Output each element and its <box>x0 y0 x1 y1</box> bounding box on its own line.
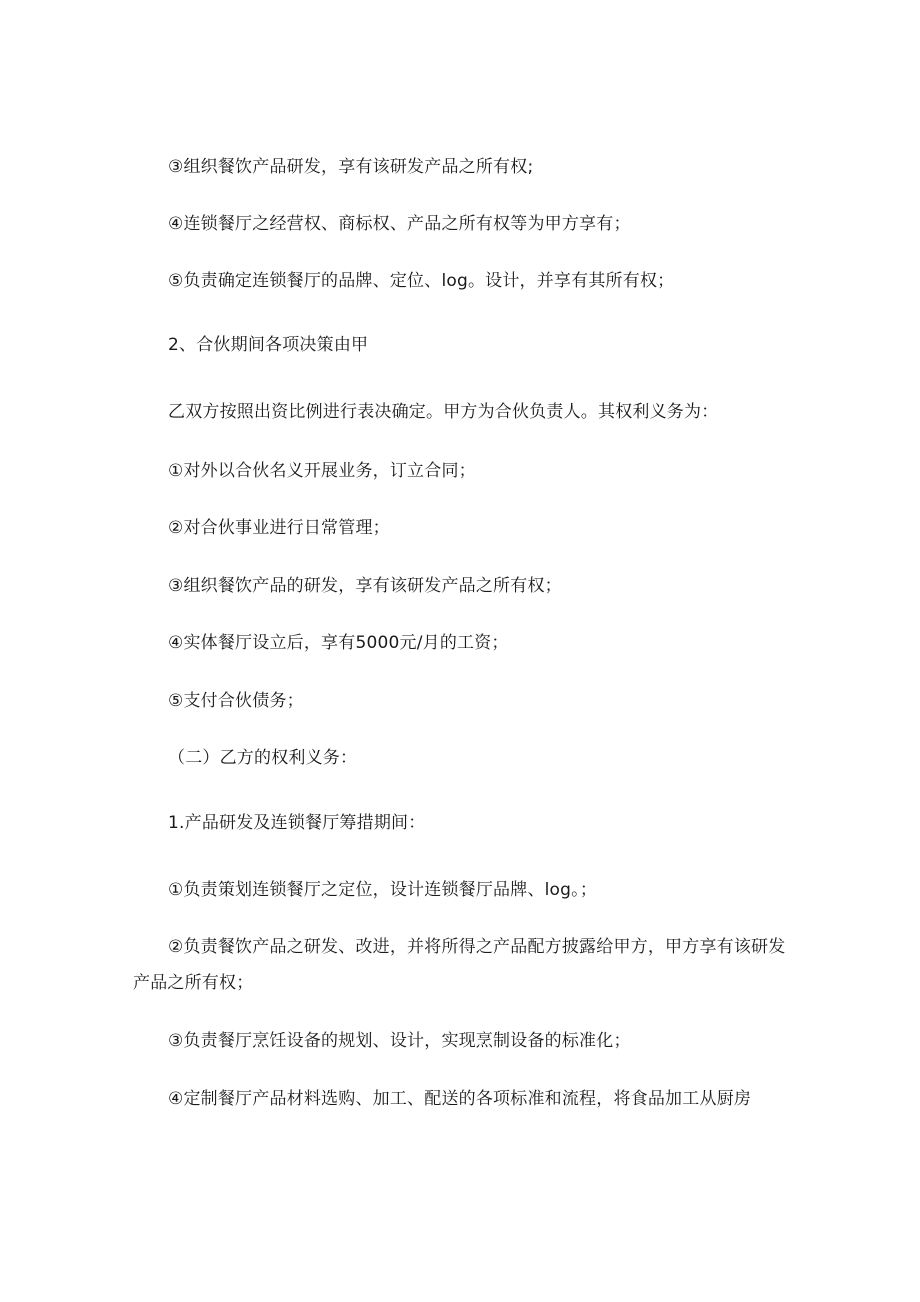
paragraph-7: ②对合伙事业进行日常管理； <box>168 518 390 538</box>
paragraph-9: ④实体餐厅设立后，享有5000元/月的工资； <box>168 633 509 653</box>
paragraph-16: ④定制餐厅产品材料选购、加工、配送的各项标准和流程，将食品加工从厨房 <box>168 1089 752 1109</box>
paragraph-2: ④连锁餐厅之经营权、商标权、产品之所有权等为甲方享有； <box>168 214 631 234</box>
paragraph-6: ①对外以合伙名义开展业务，订立合同； <box>168 461 476 481</box>
paragraph-4: 2、合伙期间各项决策由甲 <box>168 335 369 355</box>
paragraph-13: ①负责策划连锁餐厅之定位，设计连锁餐厅品牌、log。； <box>168 880 598 900</box>
paragraph-15: ③负责餐厅烹饪设备的规划、设计，实现烹制设备的标准化； <box>168 1031 631 1051</box>
paragraph-10: ⑤支付合伙债务； <box>168 691 304 711</box>
paragraph-8: ③组织餐饮产品的研发，享有该研发产品之所有权； <box>168 576 562 596</box>
paragraph-12: 1.产品研发及连锁餐厅筹措期间： <box>168 813 426 833</box>
paragraph-14: ②负责餐饮产品之研发、改进，并将所得之产品配方披露给甲方，甲方享有该研发产品之所有权； <box>133 937 786 993</box>
paragraph-5: 乙双方按照出资比例进行表决确定。甲方为合伙负责人。其权利义务为： <box>168 402 719 422</box>
paragraph-3: ⑤负责确定连锁餐厅的品牌、定位、log。设计，并享有其所有权； <box>168 271 675 291</box>
paragraph-1: ③组织餐饮产品研发，享有该研发产品之所有权; <box>168 157 534 177</box>
paragraph-11: （二）乙方的权利义务： <box>168 748 358 768</box>
